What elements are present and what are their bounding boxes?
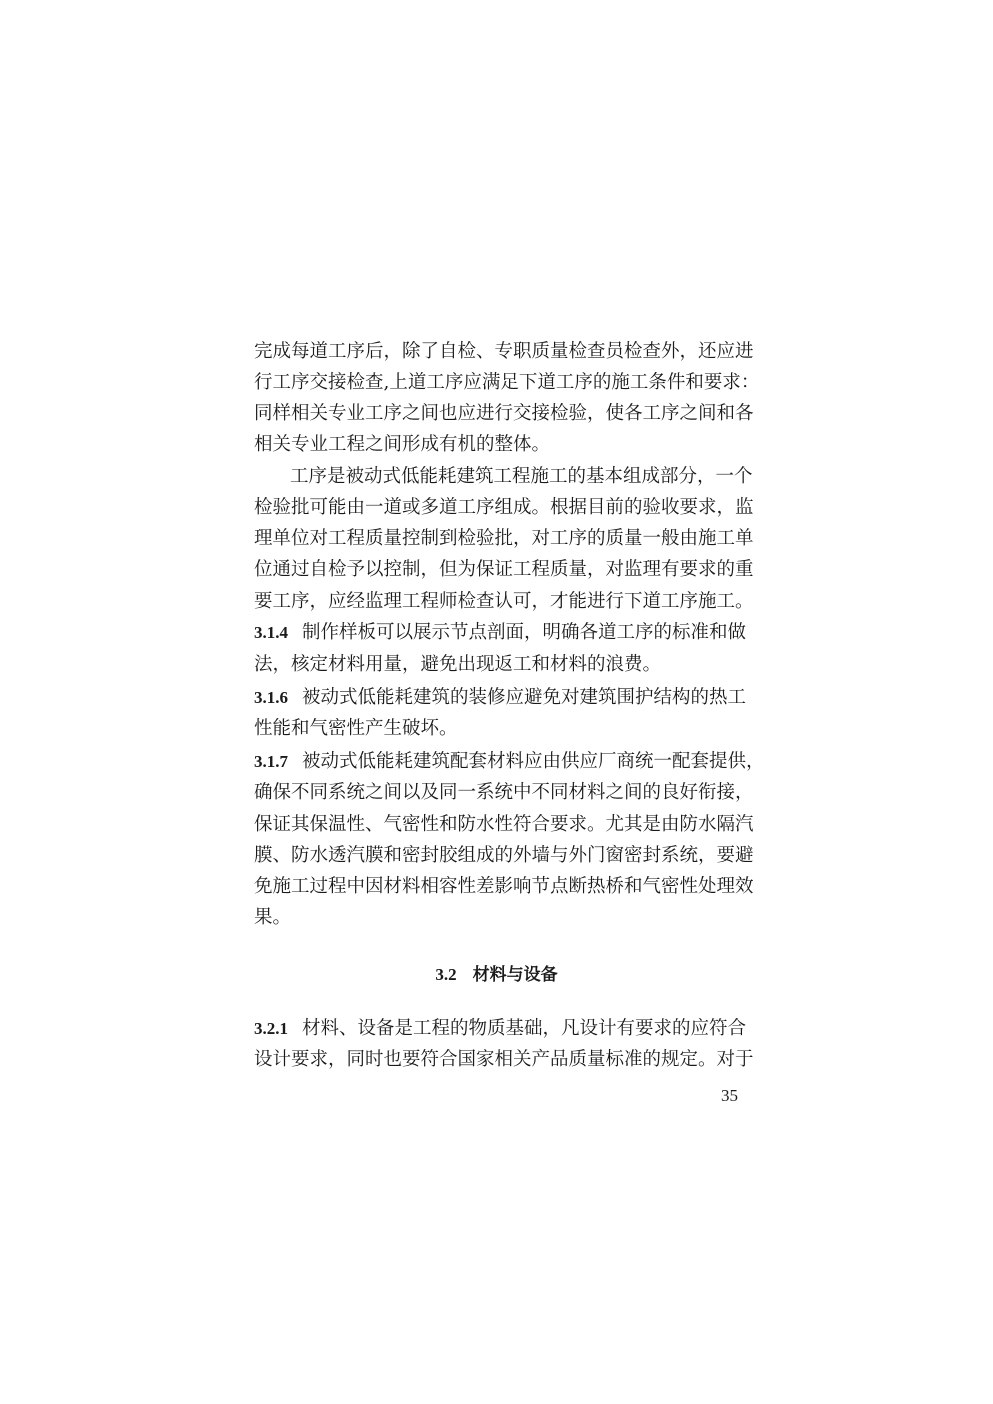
clause-number: 3.1.7 bbox=[254, 752, 288, 771]
text-line: 检验批可能由一道或多道工序组成。根据目前的验收要求，监 bbox=[254, 497, 754, 518]
clause-text: 被动式低能耗建筑配套材料应由供应厂商统一配套提供， bbox=[302, 751, 765, 772]
text-line: 行工序交接检查,上道工序应满足下道工序的施工条件和要求： bbox=[254, 372, 760, 393]
clause-first-line bbox=[254, 747, 765, 777]
text-line: 保证其保温性、气密性和防水性符合要求。尤其是由防水隔汽 bbox=[254, 814, 754, 835]
text-line: 免施工过程中因材料相容性差影响节点断热桥和气密性处理效 bbox=[254, 876, 754, 897]
text-line: 理单位对工程质量控制到检验批，对工序的质量一般由施工单 bbox=[254, 528, 754, 549]
text-line: 确保不同系统之间以及同一系统中不同材料之间的良好衔接， bbox=[254, 782, 754, 803]
clause-number: 3.2.1 bbox=[254, 1019, 288, 1038]
clause-text: 材料、设备是工程的物质基础，凡设计有要求的应符合 bbox=[302, 1018, 747, 1039]
clause-text: 制作样板可以展示节点剖面，明确各道工序的标准和做 bbox=[302, 622, 747, 643]
section-title: 材料与设备 bbox=[472, 965, 558, 985]
text-line: 位通过自检予以控制，但为保证工程质量，对监理有要求的重 bbox=[254, 559, 754, 580]
text-line: 相关专业工程之间形成有机的整体。 bbox=[254, 434, 551, 455]
text-line: 完成每道工序后，除了自检、专职质量检查员检查外，还应进 bbox=[254, 341, 754, 362]
clause-first-line bbox=[254, 683, 747, 713]
section-number: 3.2 bbox=[435, 965, 457, 984]
text-line: 设计要求，同时也要符合国家相关产品质量标准的规定。对于 bbox=[254, 1049, 754, 1070]
section-heading bbox=[0, 960, 993, 990]
text-line: 果。 bbox=[254, 907, 292, 928]
clause-text: 被动式低能耗建筑的装修应避免对建筑围护结构的热工 bbox=[302, 687, 747, 708]
text-line: 要工序，应经监理工程师检查认可，才能进行下道工序施工。 bbox=[254, 591, 754, 612]
text-line: 法，核定材料用量，避免出现返工和材料的浪费。 bbox=[254, 654, 662, 675]
text-line: 膜、防水透汽膜和密封胶组成的外墙与外门窗密封系统，要避 bbox=[254, 845, 754, 866]
text-line: 性能和气密性产生破坏。 bbox=[254, 718, 458, 739]
page-number: 35 bbox=[721, 1086, 738, 1105]
clause-first-line bbox=[254, 1014, 747, 1044]
clause-number: 3.1.6 bbox=[254, 688, 288, 707]
text-line: 同样相关专业工序之间也应进行交接检验，使各工序之间和各 bbox=[254, 403, 754, 424]
text-line: 工序是被动式低能耗建筑工程施工的基本组成部分，一个 bbox=[290, 466, 753, 487]
clause-first-line bbox=[254, 618, 747, 648]
clause-number: 3.1.4 bbox=[254, 623, 288, 642]
